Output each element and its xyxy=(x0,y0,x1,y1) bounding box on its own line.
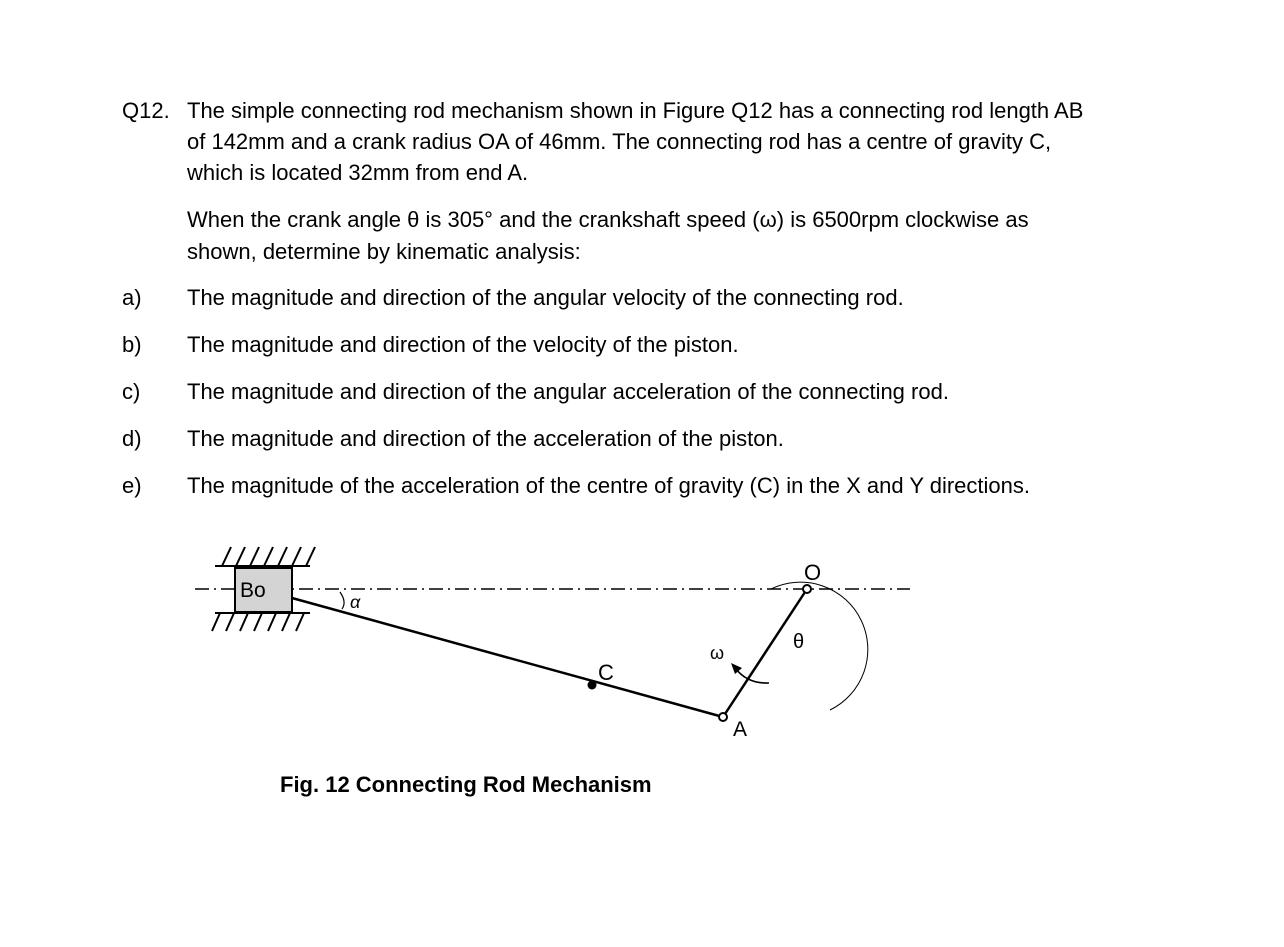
question-number: Q12. xyxy=(122,98,170,123)
guide-hatching-bottom xyxy=(212,613,310,631)
question-intro xyxy=(187,95,1169,188)
figure-caption: Fig. 12 Connecting Rod Mechanism xyxy=(280,772,652,797)
alpha-label: α xyxy=(350,592,361,612)
part-text: The magnitude and direction of the angular acceleration of the connecting rod. xyxy=(187,379,949,404)
condition-line: shown, determine by kinematic analysis: xyxy=(187,239,581,264)
question-condition xyxy=(187,204,1147,268)
piston-label: Bo xyxy=(240,579,266,602)
condition-line: When the crank angle θ is 305° and the crankshaft speed (ω) is 6500rpm clockwise as xyxy=(187,207,1029,232)
part-text: The magnitude of the acceleration of the centre of gravity (C) in the X and Y directions. xyxy=(187,473,1030,498)
gravity-centre-label: C xyxy=(598,660,614,685)
omega-arrowhead xyxy=(731,663,742,674)
part-label: b) xyxy=(122,332,142,357)
connecting-rod xyxy=(292,598,723,717)
intro-line: which is located 32mm from end A. xyxy=(187,160,529,185)
crank-pin-point xyxy=(719,713,727,721)
guide-hatching-top xyxy=(215,547,315,566)
gravity-centre-point xyxy=(588,681,597,690)
crank-centre-label: O xyxy=(804,560,822,585)
crank-centre-point xyxy=(803,585,811,593)
crank-pin-label: A xyxy=(733,718,748,741)
intro-line: of 142mm and a crank radius OA of 46mm. The connecting rod has a centre of gravity C, xyxy=(187,129,1052,154)
part-label: a) xyxy=(122,285,142,310)
intro-line: The simple connecting rod mechanism shown in Figure Q12 has a connecting rod length AB xyxy=(187,98,1084,123)
part-label: c) xyxy=(122,379,141,404)
crank-arm xyxy=(723,589,807,717)
part-label: d) xyxy=(122,426,142,451)
part-text: The magnitude and direction of the velocity of the piston. xyxy=(187,332,739,357)
theta-arc xyxy=(771,582,868,710)
part-text: The magnitude and direction of the angular velocity of the connecting rod. xyxy=(187,285,904,310)
omega-label: ω xyxy=(710,643,725,663)
theta-label: θ xyxy=(793,631,805,653)
part-label: e) xyxy=(122,473,142,498)
mechanism-figure xyxy=(0,520,960,760)
alpha-arc xyxy=(340,592,344,609)
part-text: The magnitude and direction of the acceleration of the piston. xyxy=(187,426,784,451)
